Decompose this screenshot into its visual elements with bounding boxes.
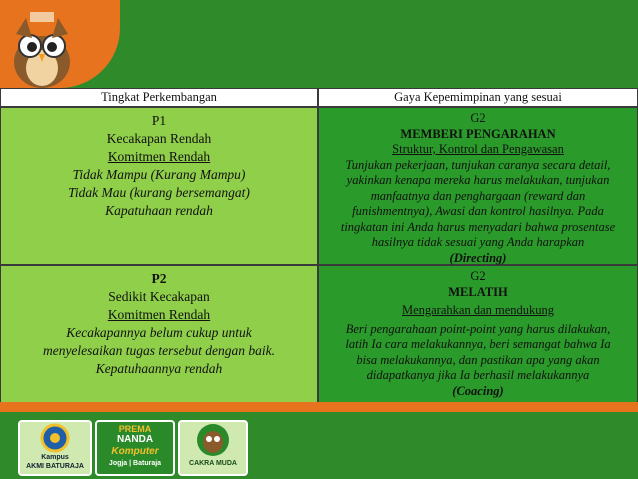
cakra-muda-logo bbox=[178, 420, 248, 476]
row2-right-body-4: didapatkanya jika Ia berhasil melakukannya bbox=[366, 368, 590, 382]
row1-right-body-1: Tunjukan pekerjaan, tunjukan caranya secara detail, bbox=[345, 157, 611, 172]
row1-left-code: P1 bbox=[151, 113, 167, 128]
row2-right-body-3: bisa melakukannya, dan pastikan apa yang akan bbox=[356, 352, 600, 367]
row2-right-tag: (Coacing) bbox=[452, 383, 504, 398]
row1-left-line1: Kecakapan Rendah bbox=[106, 131, 212, 146]
row1-left-line4: Tidak Mau (kurang bersemangat) bbox=[68, 185, 250, 200]
row1-right-tag: (Directing) bbox=[449, 250, 507, 265]
prema-nanda-logo bbox=[95, 420, 175, 476]
row2-left-line5: Kepatuhaannya rendah bbox=[95, 361, 223, 376]
row1-right-body-4: funishmentnya), Awasi dan kontrol hasilnya. Pada bbox=[352, 204, 604, 218]
header-right: Gaya Kepemimpinan yang sesuai bbox=[318, 88, 638, 107]
row1-right-body-5: tingkatan ini Anda harus menyadari bahwa prosentase bbox=[340, 219, 616, 234]
logo2-line1: PREMA bbox=[118, 424, 152, 434]
row2-right-code: G2 bbox=[470, 269, 486, 283]
row1-left-line5: Kapatuhaan rendah bbox=[105, 203, 213, 218]
logo2-line3: Komputer bbox=[111, 446, 159, 457]
akmi-baturaja-logo bbox=[18, 420, 92, 476]
logo3-line1: CAKRA MUDA bbox=[189, 460, 237, 467]
logo1-line1: Kampus bbox=[41, 454, 69, 461]
row2-left-code: P2 bbox=[151, 271, 167, 286]
row2-left-line2: Komitmen Rendah bbox=[107, 307, 211, 322]
row1-leadership-style bbox=[318, 107, 638, 265]
row1-right-title: MEMBERI PENGARAHAN bbox=[400, 126, 556, 141]
row1-right-body-2: yakinkan kenapa mereka harus melakukan, tunjukan bbox=[346, 173, 610, 187]
logo2-line4: Jogja | Baturaja bbox=[108, 460, 162, 467]
logo2-line2: NANDA bbox=[116, 434, 154, 445]
owl-mascot-icon bbox=[6, 10, 78, 90]
row1-right-code: G2 bbox=[470, 111, 486, 125]
row1-left-line2: Komitmen Rendah bbox=[107, 149, 211, 164]
leadership-table bbox=[0, 88, 638, 412]
row2-development-level bbox=[0, 265, 318, 412]
row1-right-subtitle: Struktur, Kontrol dan Pengawasan bbox=[392, 142, 564, 156]
row1-left-line3: Tidak Mampu (Kurang Mampu) bbox=[72, 167, 246, 182]
row2-left-line1: Sedikit Kecakapan bbox=[108, 289, 210, 304]
row2-left-line3: Kecakapannya belum cukup untuk bbox=[66, 325, 252, 340]
logo1-line2: AKMI BATURAJA bbox=[26, 463, 84, 470]
row2-right-body-1: Beri pengarahaan point-point yang harus dilakukan, bbox=[345, 321, 611, 336]
owl-badge-icon bbox=[180, 422, 246, 458]
row2-leadership-style bbox=[318, 265, 638, 412]
header-left: Tingkat Perkembangan bbox=[0, 88, 318, 107]
row2-right-body-2: latih Ia cara melakukannya, beri semangat bahwa Ia bbox=[345, 337, 611, 351]
crest-icon bbox=[20, 422, 90, 454]
row1-development-level bbox=[0, 107, 318, 265]
row2-left-line4: menyelesaikan tugas tersebut dengan baik. bbox=[42, 343, 276, 358]
row1-right-body-3: manfaatnya dan penghargaan (reward dan bbox=[370, 188, 586, 203]
row2-right-subtitle: Mengarahkan dan mendukung bbox=[401, 303, 555, 317]
row2-right-title: MELATIH bbox=[448, 284, 508, 299]
row1-right-body-6: hasilnya tidak sesuai yang Anda harapkan bbox=[371, 235, 585, 249]
